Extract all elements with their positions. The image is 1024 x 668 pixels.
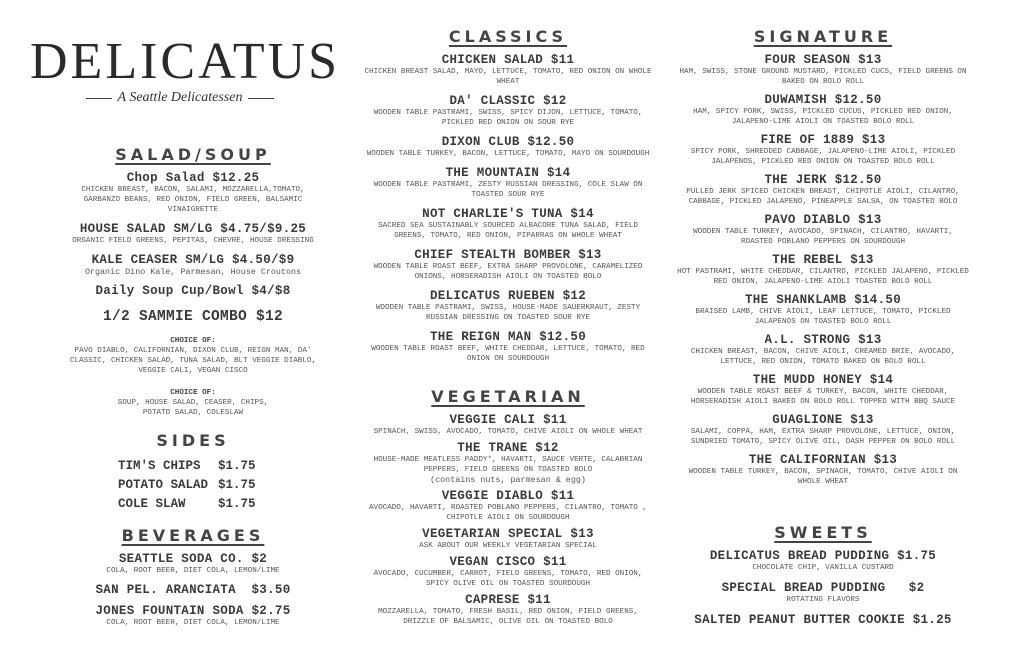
menu-item [362, 248, 654, 282]
menu-item [362, 207, 654, 241]
menu-item [362, 94, 654, 128]
section-signature [676, 27, 970, 493]
item-description: WOODEN TABLE PASTRAMI, SWISS, HOUSE-MADE SAUERKRAUT, ZESTY RUSSIAN DRESSING ON TOASTED SOUR RYE [375, 304, 641, 322]
item-description: ORGANIC FIELD GREENS, PEPITAS, CHEVRE, HOUSE DRESSING [72, 237, 314, 245]
choice-list: PAVO DIABLO, CALIFORNIAN, DIXON CLUB, REIGN MAN, DA' CLASSIC, CHICKEN SALAD, TUNA SALAD, BLT VEGGIE DIABLO, VEGGIE CALI, VEGAN CISCO [69, 347, 317, 375]
menu-item [28, 253, 358, 277]
menu-item [362, 53, 654, 87]
item-description: CHICKEN BREAST, BACON, CHIVE AIOLI, CREAMED BRIE, AVOCADO, LETTUCE, RED ONION, TOMATO BAKED ON BOLO ROLL [690, 348, 956, 366]
item-name: DELICATUS RUEBEN $12 [429, 289, 587, 303]
item-name: DELICATUS BREAD PUDDING $1.75 [709, 549, 937, 563]
item-name: VEGETARIAN SPECIAL $13 [422, 527, 594, 541]
menu-item [676, 93, 970, 127]
item-description: SACRED SEA SUSTAINABLY SOURCED ALBACORE TUNA SALAD, FIELD GREENS, TOMATO, RED ONION, PIPARRAS ON WHOLE WHEAT [378, 222, 638, 240]
menu-item [676, 213, 970, 247]
section-classics [362, 27, 654, 371]
item-name: NOT CHARLIE'S TUNA $14 [422, 207, 594, 221]
item-name: PAVO DIABLO $13 [764, 213, 882, 227]
menu-item [676, 373, 970, 407]
menu-item [28, 604, 358, 628]
menu-item-list [676, 53, 970, 487]
section-sides [28, 431, 358, 514]
item-name: THE SHANKLAMB $14.50 [744, 293, 902, 307]
item-description: HAM, SPICY PORK, SWISS, PICKLED CUCUS, PICKLED RED ONION, JALAPENO-LIME AIOLI ON TOASTED BOLO ROLL [693, 108, 953, 126]
item-description: HAM, SWISS, STONE GROUND MUSTARD, PICKLED CUCS, FIELD GREENS ON BAKED ON BOLO ROLL [679, 68, 967, 86]
menu-item [676, 53, 970, 87]
item-description: WOODEN TABLE TURKEY, AVOCADO, SPINACH, CILANTRO, HAVARTI, ROASTED POBLANO PEPPERS ON SOURDOUGH [693, 228, 953, 246]
item-name: VEGGIE DIABLO $11 [441, 489, 575, 503]
section-heading: BEVERAGES [121, 526, 265, 545]
item-description: BRAISED LAMB, CHIVE AIOLI, LEAF LETTUCE, TOMATO, PICKLED JALAPENOS ON TOASTED BOLO ROLL [695, 308, 951, 326]
item-name: VEGAN CISCO $11 [449, 555, 567, 569]
item-name: THE MOUNTAIN $14 [445, 166, 571, 180]
item-description: Organic Dino Kale, Parmesan, House Croutons [84, 267, 302, 277]
item-name: SEATTLE SODA CO. $2 [118, 552, 268, 566]
menu-item [676, 333, 970, 367]
side-price: $1.75 [218, 459, 256, 473]
menu-item [676, 293, 970, 327]
menu-item [362, 289, 654, 323]
section-heading: CLASSICS [448, 27, 568, 46]
divider [86, 98, 112, 99]
menu-item-combo [28, 308, 358, 418]
item-name: CHICKEN SALAD $11 [441, 53, 575, 67]
item-name: SPECIAL BREAD PUDDING $2 [721, 581, 925, 595]
section-sweets [676, 523, 970, 635]
item-description: SPICY PORK, SHREDDED CABBAGE, JALAPENO-LIME AIOLI, PICKLED JALAPENOS, PICKLED RED ONION ON TOASTED BOLO ROLL [690, 148, 956, 166]
menu-item [28, 552, 358, 576]
item-description: SPINACH, SWISS, AVOCADO, TOMATO, CHIVE AIOLI ON WHOLE WHEAT [373, 428, 643, 436]
item-name: SALTED PEANUT BUTTER COOKIE $1.25 [694, 613, 952, 627]
item-description: WOODEN TABLE TURKEY, BACON, LETTUCE, TOMATO, MAYO ON SOURDOUGH [366, 150, 650, 158]
side-name: TIM'S CHIPS [118, 459, 201, 473]
menu-item-list [362, 53, 654, 364]
menu-item [28, 171, 358, 215]
menu-item [676, 173, 970, 207]
item-name: SAN PEL. ARANCIATA $3.50 [95, 583, 291, 597]
item-name: Daily Soup Cup/Bowl $4/$8 [95, 284, 291, 298]
item-description: HOUSE-MADE MEATLESS PADDY*, HAVARTI, SAUCE VERTE, CALABRIAN PEPPERS, FIELD GREENS ON TOASTED BOLO [373, 456, 643, 474]
menu-item [362, 166, 654, 200]
item-name: CAPRESE $11 [465, 593, 551, 607]
item-name: FIRE OF 1889 $13 [760, 133, 886, 147]
menu-item [676, 613, 970, 627]
item-description: WOODEN TABLE PASTRAMI, ZESTY RUSSIAN DRESSING, COLE SLAW ON TOASTED SOUR RYE [373, 181, 643, 199]
menu-item [362, 413, 654, 437]
item-name: DA' CLASSIC $12 [449, 94, 567, 108]
item-description: PULLED JERK SPICED CHICKEN BREAST, CHIPOTLE AIOLI, CILANTRO, CABBAGE, PICKLED JALAPENO, PINEAPPLE SALSA, ON TOASTED BOLO [686, 188, 960, 206]
item-description: WOODEN TABLE TURKEY, BACON, SPINACH, TOMATO, CHIVE AIOLI ON WHOLE WHEAT [688, 468, 958, 486]
item-description: WOODEN TABLE ROAST BEEF, WHITE CHEDDAR, LETTUCE, TOMATO, RED ONION ON SOURDOUGH [371, 345, 645, 363]
item-name: FOUR SEASON $13 [764, 53, 882, 67]
logo-subtitle-row [30, 90, 330, 106]
item-description: MOZZARELLA, TOMATO, FRESH BASIL, RED ONION, FIELD GREENS, DRIZZLE OF BALSAMIC, OLIVE OIL ON TOASTED BOLO [378, 608, 638, 626]
section-beverages [28, 526, 358, 635]
section-heading: SIGNATURE [753, 27, 893, 46]
choice-list: SOUP, HOUSE SALAD, CEASER, CHIPS, POTATO SALAD, COLESLAW [117, 399, 269, 417]
menu-item [676, 253, 970, 287]
item-description: CHICKEN BREAST SALAD, MAYO, LETTUCE, TOMATO, RED ONION ON WHOLE WHEAT [364, 68, 652, 86]
item-name: Chop Salad $12.25 [126, 171, 260, 185]
item-name: GUAGLIONE $13 [772, 413, 874, 427]
item-description: SALAMI, COPPA, HAM, EXTRA SHARP PROVOLONE, LETTUCE, ONION, SUNDRIED TOMATO, SPICY OLIVE OIL, DASH PEPPER ON BOLO ROLL [690, 428, 956, 446]
menu-item [676, 413, 970, 447]
item-description: COLA, ROOT BEER, DIET COLA, LEMON/LIME [106, 567, 280, 575]
menu-item [28, 284, 358, 298]
menu-item [362, 555, 654, 589]
section-vegetarian [362, 387, 654, 631]
side-item [28, 495, 358, 514]
menu-item [362, 489, 654, 523]
item-name: DUWAMISH $12.50 [764, 93, 882, 107]
side-item [28, 457, 358, 476]
logo-title: DELICATUS [30, 33, 341, 90]
menu-item [362, 330, 654, 364]
menu-item-list [28, 552, 358, 628]
menu-item [362, 593, 654, 627]
side-name: COLE SLAW [118, 497, 186, 511]
item-description: WOODEN TABLE ROAST BEEF & TURKEY, BACON, WHITE CHEDDAR, HORSERADISH AIOLI BAKED ON BOLO ROLL TOPPED WITH BBQ SAUCE [690, 388, 956, 406]
item-description: CHOCOLATE CHIP, VANILLA CUSTARD [752, 564, 894, 572]
logo [30, 33, 341, 106]
item-name: THE REIGN MAN $12.50 [429, 330, 587, 344]
item-name: CHIEF STEALTH BOMBER $13 [414, 248, 602, 262]
item-note: (contains nuts, parmesan & egg) [430, 475, 586, 485]
menu-item [676, 549, 970, 573]
logo-subtitle: A Seattle Delicatessen [117, 90, 243, 105]
sides-list [28, 457, 358, 514]
menu-item-list [362, 413, 654, 627]
item-name: HOUSE SALAD SM/LG $4.75/$9.25 [79, 222, 307, 236]
item-name: KALE CEASER SM/LG $4.50/$9 [91, 253, 295, 267]
menu-item [676, 581, 970, 605]
item-description: CHICKEN BREAST, BACON, SALAMI, MOZZARELLA,TOMATO, GARBANZO BEANS, RED ONION, FIELD GREEN, BALSAMIC VINAIGRETTE [81, 186, 305, 214]
menu-item [28, 222, 358, 246]
menu-item [676, 453, 970, 487]
menu-item [28, 583, 358, 597]
item-description: AVOCADO, CUCUMBER, CARROT, FIELD GREENS, TOMATO, RED ONION, SPICY OLIVE OIL ON TOASTED SOURDOUGH [373, 570, 643, 588]
side-item [28, 476, 358, 495]
section-heading: SALAD/SOUP [115, 145, 271, 164]
choice-label: CHOICE OF: [170, 389, 216, 397]
item-name: JONES FOUNTAIN SODA $2.75 [95, 604, 291, 618]
item-name: 1/2 SAMMIE COMBO $12 [102, 309, 284, 325]
item-name: THE JERK $12.50 [764, 173, 882, 187]
item-description: ASK ABOUT OUR WEEKLY VEGETARIAN SPECIAL [419, 542, 597, 550]
item-name: THE CALIFORNIAN $13 [748, 453, 898, 467]
section-heading: VEGETARIAN [431, 387, 585, 406]
section-heading: SWEETS [774, 523, 872, 542]
item-name: THE MUDD HONEY $14 [752, 373, 894, 387]
menu-item [362, 135, 654, 159]
menu-item-list [28, 171, 358, 298]
section-heading: SIDES [156, 431, 230, 450]
item-name: THE REBEL $13 [772, 253, 874, 267]
item-description: COLA, ROOT BEER, DIET COLA, LEMON/LIME [106, 619, 280, 627]
item-name: THE TRANE $12 [457, 441, 559, 455]
menu-item [676, 133, 970, 167]
item-description: AVOCADO, HAVARTI, ROASTED POBLANO PEPPERS, CILANTRO, TOMATO , CHIPOTLE AIOLI ON SOURDOUGH [369, 504, 647, 522]
item-description: WOODEN TABLE PASTRAMI, SWISS, SPICY DIJON, LETTUCE, TOMATO, PICKLED RED ONION ON SOUR RYE [373, 109, 643, 127]
divider [248, 98, 274, 99]
choice-label: CHOICE OF: [170, 337, 216, 345]
side-price: $1.75 [218, 497, 256, 511]
item-name: VEGGIE CALI $11 [449, 413, 567, 427]
item-name: DIXON CLUB $12.50 [441, 135, 575, 149]
menu-item [362, 527, 654, 551]
side-price: $1.75 [218, 478, 256, 492]
section-salad-soup [28, 145, 358, 425]
item-description: WOODEN TABLE ROAST BEEF, EXTRA SHARP PROVOLONE, CARAMELIZED ONIONS, HORSERADISH AIOLI ON TOASTED BOLO [373, 263, 643, 281]
side-name: POTATO SALAD [118, 478, 209, 492]
item-description: HOT PASTRAMI, WHITE CHEDDAR, CILANTRO, PICKLED JALAPENO, PICKLED RED ONION, JALAPENO-LIME AIOLI TOASTED BOLO ROLL [677, 268, 969, 286]
item-description: ROTATING FLAVORS [786, 596, 860, 604]
menu-item [362, 441, 654, 485]
item-name: A.L. STRONG $13 [764, 333, 882, 347]
menu-item-list [676, 549, 970, 627]
